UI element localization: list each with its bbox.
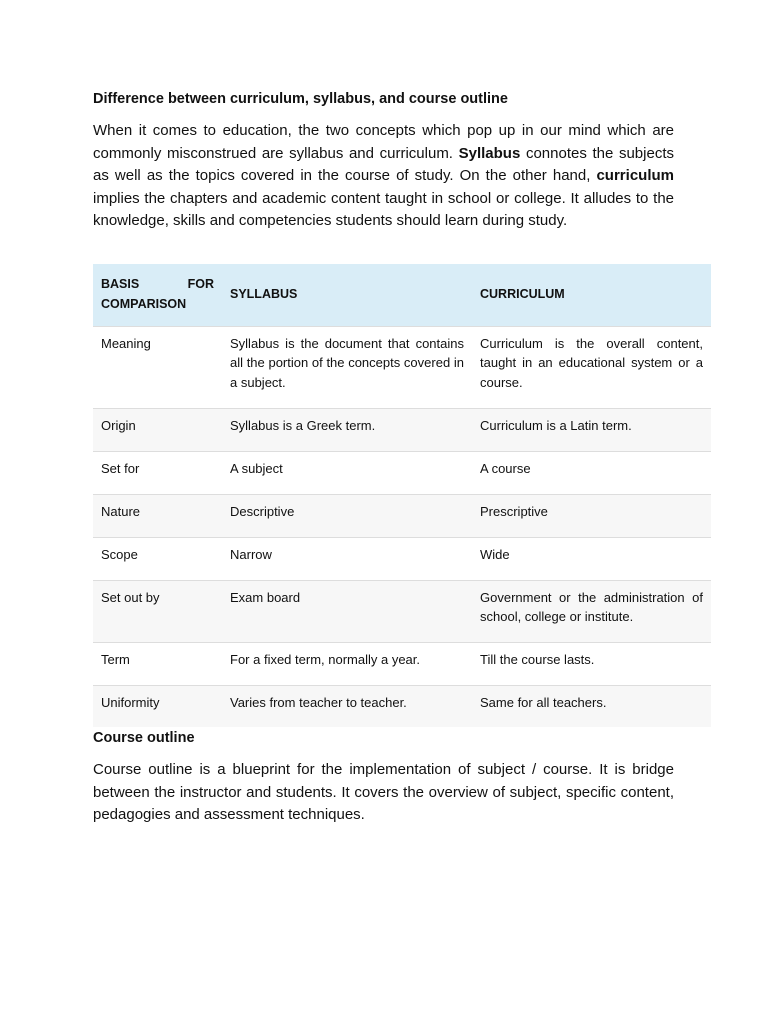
course-outline-paragraph: Course outline is a blueprint for the implementation of subject / course. It is bridge between the instructor and students. It covers the overview of subject, specific content, pedagogies and assessment techniques. [93,761,674,823]
comparison-table-wrapper [93,264,711,727]
cell-syllabus: A subject [230,460,283,476]
table-row [93,408,711,451]
page-title: Difference between curriculum, syllabus, and course outline [93,91,508,107]
cell-syllabus: For a fixed term, normally a year. [230,651,421,667]
comparison-table [93,264,711,727]
table-row [93,537,711,580]
cell-basis: Meaning [101,335,151,351]
table-row [93,326,711,408]
table-row [93,642,711,685]
cell-basis: Origin [101,417,136,433]
cell-syllabus: Syllabus is the document that contains all the portion of the concepts covered in a subject. [230,335,464,390]
intro-bold-syllabus: Syllabus [458,144,521,162]
header-syllabus: SYLLABUS [230,287,298,301]
course-outline-heading: Course outline [93,730,195,746]
header-basis-word2: FOR [187,277,214,292]
cell-syllabus: Varies from teacher to teacher. [230,694,407,710]
cell-curriculum: Curriculum is the overall content, taught in an educational system or a course. [480,335,703,390]
cell-curriculum: Government or the administration of school, college or institute. [480,589,703,624]
intro-paragraph [93,120,674,233]
table-row [93,494,711,537]
intro-text-1: When it comes to education, the two concepts which pop up in our mind which are commonly misconstrued are syllabus and curriculum. [93,122,674,162]
cell-basis: Uniformity [101,694,160,710]
table-row [93,685,711,727]
table-row [93,451,711,494]
intro-text-2: connotes the subjects as well as the topics covered in the course of study. On the other hand, [93,144,674,184]
header-basis-line1 [101,275,214,295]
cell-curriculum: A course [480,460,531,476]
cell-curriculum: Same for all teachers. [480,694,607,710]
cell-syllabus: Descriptive [230,503,295,519]
document-body [93,88,674,233]
table-row [93,580,711,642]
intro-text-3: implies the chapters and academic content taught in school or college. It alludes to the knowledge, skills and competencies students should learn during study. [93,189,674,229]
table-header-row [93,264,711,326]
cell-syllabus: Narrow [230,546,272,562]
cell-syllabus: Exam board [230,589,301,605]
cell-basis: Set out by [101,589,160,605]
cell-syllabus: Syllabus is a Greek term. [230,417,376,433]
intro-bold-curriculum: curriculum [596,167,674,184]
cell-basis: Nature [101,503,141,519]
cell-basis: Set for [101,460,140,476]
header-curriculum: CURRICULUM [480,287,565,301]
header-basis [93,264,222,326]
course-outline-section [93,727,674,827]
cell-curriculum: Prescriptive [480,503,548,519]
cell-curriculum: Wide [480,546,510,562]
header-basis-word3: COMPARISON [101,296,187,311]
cell-basis: Term [101,651,130,667]
header-basis-word1: BASIS [101,277,140,292]
cell-curriculum: Till the course lasts. [480,651,595,667]
cell-basis: Scope [101,546,138,562]
cell-curriculum: Curriculum is a Latin term. [480,417,632,433]
